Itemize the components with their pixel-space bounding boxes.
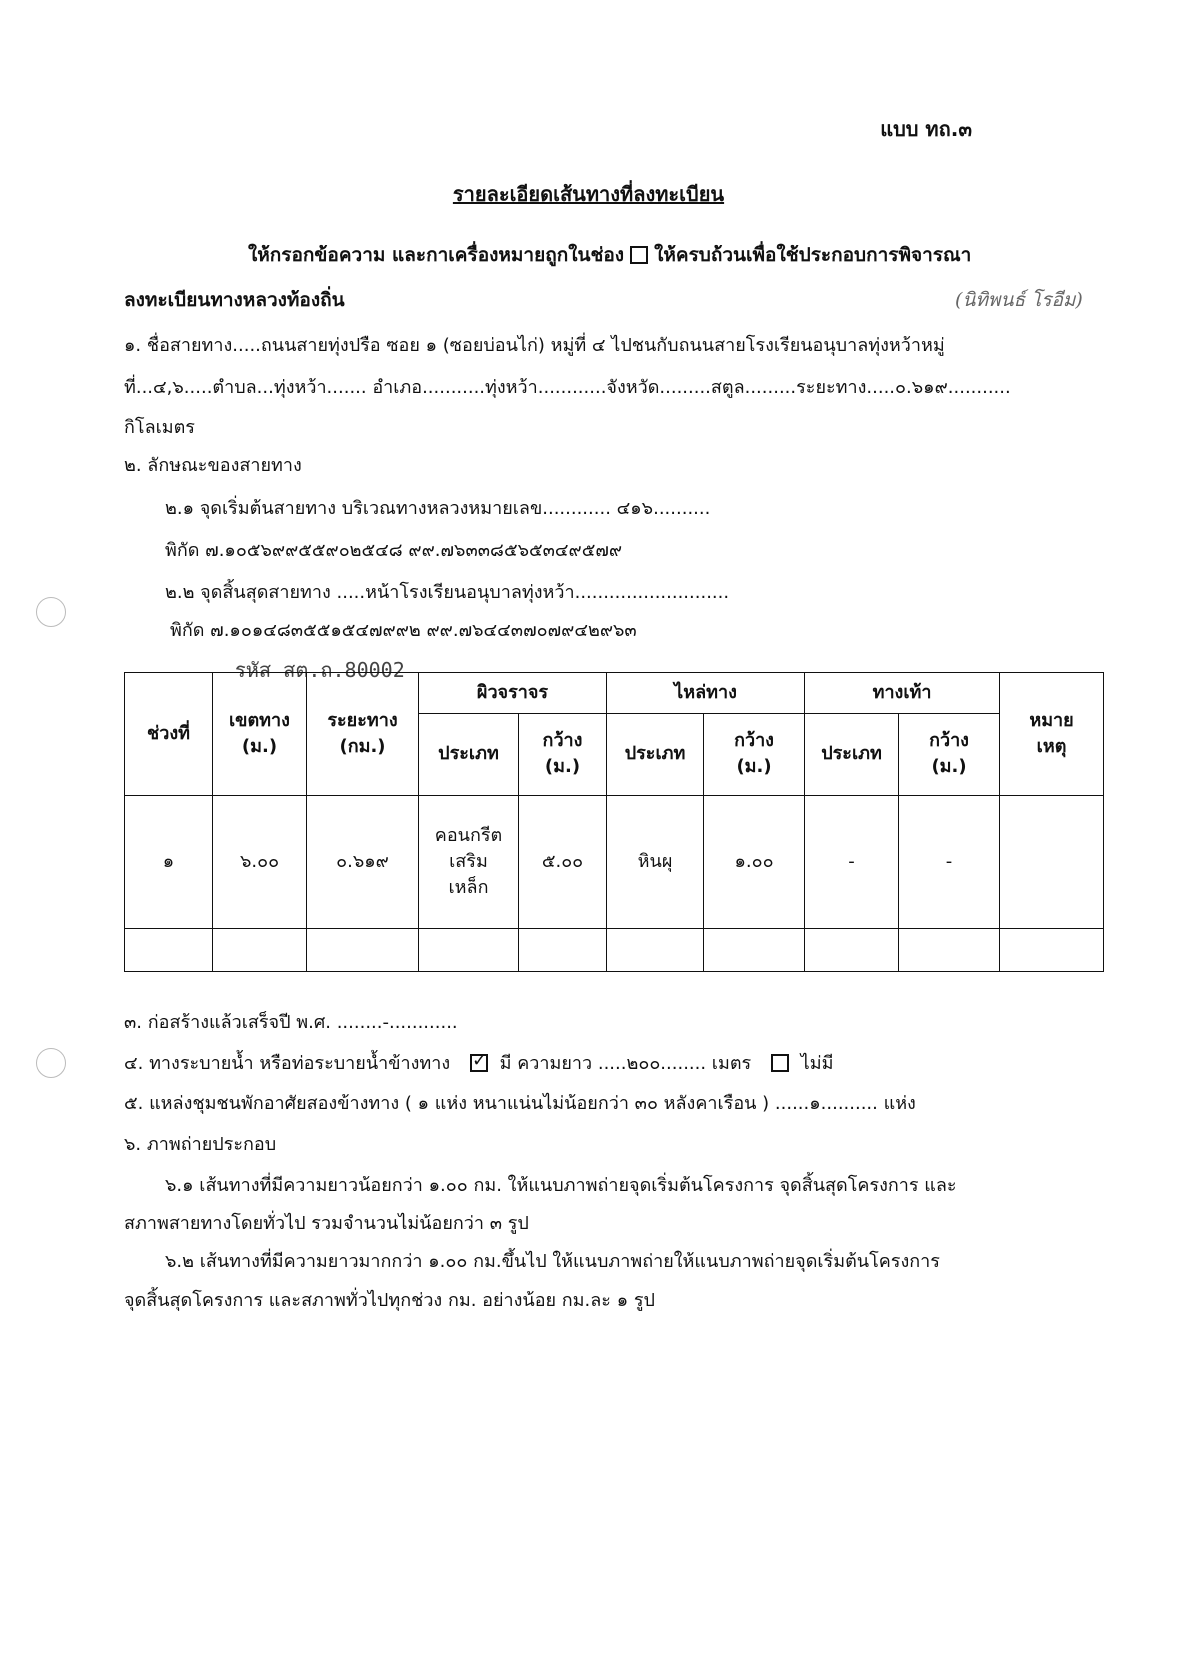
cell-remarks bbox=[1000, 795, 1104, 928]
instruction-line bbox=[248, 240, 971, 270]
header-surface-type: ประเภท bbox=[419, 713, 519, 795]
cell-length: ๐.๖๑๙ bbox=[307, 795, 419, 928]
road-code-stamp: รหัส สต.ถ.80002 bbox=[235, 658, 405, 682]
header-surface-width: กว้าง (ม.) bbox=[519, 713, 607, 795]
header-sidewalk-width: กว้าง (ม.) bbox=[899, 713, 1000, 795]
table-row bbox=[125, 795, 1104, 928]
item2-start-point: ๒.๑ จุดเริ่มต้นสายทาง บริเวณทางหลวงหมายเลข............ ๔๑๖.......... bbox=[165, 498, 711, 519]
instruction-line-2: ลงทะเบียนทางหลวงท้องถิ่น bbox=[124, 289, 345, 311]
cell-sidewalk-width: - bbox=[899, 795, 1000, 928]
item2-heading: ๒. ลักษณะของสายทาง bbox=[124, 455, 302, 476]
header-remarks: หมาย เหตุ bbox=[1000, 673, 1104, 796]
header-shoulder-width: กว้าง (ม.) bbox=[704, 713, 805, 795]
handwritten-signature-note: (นิทิพนธ์ โรอีม) bbox=[955, 289, 1083, 311]
instruction-text-2: ให้ครบถ้วนเพื่อใช้ประกอบการพิจารณา bbox=[654, 244, 972, 266]
header-length: ระยะทาง (กม.) bbox=[307, 673, 419, 796]
item1-line2: ที่...๔,๖.....ตำบล...ทุ่งหว้า....... อำเภอ...........ทุ่งหว้า............จังหวัด.........สตูล.........ระยะทาง.....๐.๖๑๙........... bbox=[124, 377, 1011, 398]
item5: ๕. แหล่งชุมชนพักอาศัยสองข้างทาง ( ๑ แห่ง หนาแน่นไม่น้อยกว่า ๓๐ หลังคาเรือน ) ......๑.......... แห่ง bbox=[124, 1093, 916, 1114]
item2-end-point: ๒.๒ จุดสิ้นสุดสายทาง .....หน้าโรงเรียนอนุบาลทุ่งหว้า........................... bbox=[165, 582, 730, 603]
item6-p1-line2: สภาพสายทางโดยทั่วไป รวมจำนวนไม่น้อยกว่า ๓ รูป bbox=[124, 1213, 529, 1234]
item3: ๓. ก่อสร้างแล้วเสร็จปี พ.ศ. ........-............ bbox=[124, 1012, 458, 1033]
drainage-no-checkbox[interactable] bbox=[771, 1054, 789, 1072]
cell-right-of-way: ๖.๐๐ bbox=[213, 795, 307, 928]
item1-line3: กิโลเมตร bbox=[124, 417, 195, 438]
header-sidewalk: ทางเท้า bbox=[805, 673, 1000, 714]
header-segment: ช่วงที่ bbox=[125, 673, 213, 796]
cell-shoulder-type: หินผุ bbox=[607, 795, 704, 928]
cell-surface-width: ๕.๐๐ bbox=[519, 795, 607, 928]
item6-p2-line2: จุดสิ้นสุดโครงการ และสภาพทั่วไปทุกช่วง กม. อย่างน้อย กม.ละ ๑ รูป bbox=[124, 1290, 655, 1311]
header-surface: ผิวจราจร bbox=[419, 673, 607, 714]
header-right-of-way: เขตทาง (ม.) bbox=[213, 673, 307, 796]
checkbox-icon bbox=[630, 246, 648, 264]
cell-segment: ๑ bbox=[125, 795, 213, 928]
form-code: แบบ ทถ.๓ bbox=[880, 117, 972, 141]
item4-no-text: ไม่มี bbox=[800, 1053, 834, 1074]
cell-shoulder-width: ๑.๐๐ bbox=[704, 795, 805, 928]
item1-line1: ๑. ชื่อสายทาง.....ถนนสายทุ่งปรือ ซอย ๑ (ซอยบ่อนไก่) หมู่ที่ ๔ ไปชนกับถนนสายโรงเรียนอนุบาลทุ่งหว้าหมู่ bbox=[124, 335, 945, 356]
header-shoulder: ไหล่ทาง bbox=[607, 673, 805, 714]
cell-sidewalk-type: - bbox=[805, 795, 899, 928]
item6-heading: ๖. ภาพถ่ายประกอบ bbox=[124, 1134, 277, 1155]
item4 bbox=[124, 1048, 833, 1077]
table-row-empty bbox=[125, 928, 1104, 971]
drainage-yes-checkbox[interactable] bbox=[470, 1054, 488, 1072]
item6-p2-line1: ๖.๒ เส้นทางที่มีความยาวมากกว่า ๑.๐๐ กม.ขึ้นไป ให้แนบภาพถ่ายให้แนบภาพถ่ายจุดเริ่มต้นโครงการ bbox=[165, 1251, 940, 1272]
punch-hole-top bbox=[36, 597, 66, 627]
cell-surface-type: คอนกรีต เสริม เหล็ก bbox=[419, 795, 519, 928]
instruction-text-1: ให้กรอกข้อความ และกาเครื่องหมายถูกในช่อง bbox=[248, 244, 625, 266]
item2-end-coordinate: พิกัด ๗.๑๐๑๔๘๓๕๕๑๕๔๗๙๙๒ ๙๙.๗๖๔๔๓๗๐๗๙๔๒๙๖๓ bbox=[170, 620, 637, 641]
punch-hole-bottom bbox=[36, 1048, 66, 1078]
item4-yes-text: มี ความยาว .....๒๐๐........ เมตร bbox=[499, 1053, 752, 1074]
item4-label: ๔. ทางระบายน้ำ หรือท่อระบายน้ำข้างทาง bbox=[124, 1053, 451, 1074]
page-title: รายละเอียดเส้นทางที่ลงทะเบียน bbox=[452, 182, 725, 206]
header-sidewalk-type: ประเภท bbox=[805, 713, 899, 795]
item2-start-coordinate: พิกัด ๗.๑๐๕๖๙๙๕๕๙๐๒๕๔๘ ๙๙.๗๖๓๓๘๕๖๕๓๔๙๕๗๙ bbox=[165, 540, 623, 561]
header-shoulder-type: ประเภท bbox=[607, 713, 704, 795]
road-detail-table bbox=[124, 672, 1104, 972]
item6-p1-line1: ๖.๑ เส้นทางที่มีความยาวน้อยกว่า ๑.๐๐ กม. ให้แนบภาพถ่ายจุดเริ่มต้นโครงการ จุดสิ้นสุดโครงการ และ bbox=[165, 1175, 957, 1196]
